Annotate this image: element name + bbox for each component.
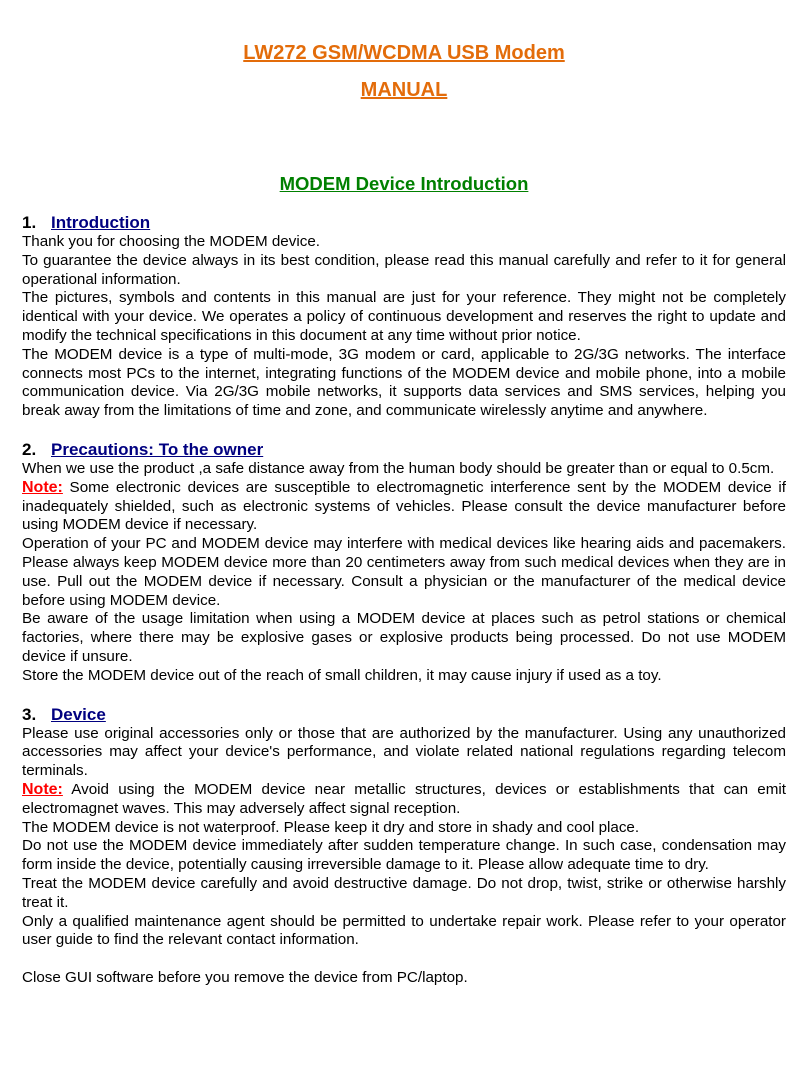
footer-note: Close GUI software before you remove the device from PC/laptop.	[22, 969, 468, 987]
section-number: 2.	[22, 439, 37, 459]
paragraph: To guarantee the device always in its best condition, please read this manual carefully and refer to it for general operational information.	[22, 251, 786, 288]
section-title: Device	[51, 704, 106, 724]
device-introduction-heading: MODEM Device Introduction	[279, 173, 529, 194]
note-paragraph	[22, 781, 786, 819]
paragraph: Only a qualified maintenance agent should be permitted to undertake repair work. Please refer to your operator user guide to find the relevant contact information.	[22, 912, 786, 949]
section-title: Precautions: To the owner	[51, 439, 264, 459]
note-text: Avoid using the MODEM device near metallic structures, devices or establishments that can emit electromagnet waves. This may adversely affect signal reception.	[22, 780, 786, 817]
document-title: LW272 GSM/WCDMA USB Modem	[243, 42, 565, 64]
note-paragraph	[22, 479, 786, 535]
paragraph: Do not use the MODEM device immediately after sudden temperature change. In such case, condensation may form inside the device, potentially causing irreversible damage to it. Please allow adequate time to dry.	[22, 837, 786, 874]
manual-heading: MANUAL	[360, 79, 448, 101]
paragraph: Store the MODEM device out of the reach of small children, it may cause injury if used as a toy.	[22, 666, 662, 684]
note-text: Some electronic devices are susceptible to electromagnetic interference sent by the MODEM device if inadequately shielded, such as electronic systems of vehicles. Please consult the device manufacturer before using MODEM device if necessary.	[22, 478, 786, 534]
paragraph: Be aware of the usage limitation when using a MODEM device at places such as petrol stations or chemical factories, where there may be explosive gases or explosive products being processed. Do not use MODEM device if unsure.	[22, 610, 786, 665]
paragraph: Treat the MODEM device carefully and avoid destructive damage. Do not drop, twist, strike or otherwise harshly treat it.	[22, 874, 786, 911]
section-heading-precautions	[22, 440, 786, 460]
section-heading-introduction	[22, 213, 786, 233]
paragraph: The MODEM device is not waterproof. Please keep it dry and store in shady and cool place.	[22, 818, 640, 836]
paragraph: When we use the product ,a safe distance away from the human body should be greater than or equal to 0.5cm.	[22, 459, 775, 477]
section-heading-device	[22, 705, 786, 725]
note-label: Note:	[22, 478, 63, 496]
note-label: Note:	[22, 780, 63, 798]
section-number: 3.	[22, 704, 37, 724]
paragraph: The MODEM device is a type of multi-mode, 3G modem or card, applicable to 2G/3G networks. The interface connects most PCs to the internet, integrating functions of the MODEM device and mobile phone, into a mobile communication device. Via 2G/3G mobile networks, it supports data services and SMS services, helping you break away from the limitations of time and zone, and communicate wirelessly anytime and anywhere.	[22, 345, 786, 420]
paragraph: Please use original accessories only or those that are authorized by the manufacturer. Using any unauthorized accessories may affect your device's performance, and violate related national regulations regarding telecom terminals.	[22, 724, 786, 780]
paragraph: Operation of your PC and MODEM device may interfere with medical devices like hearing aids and pacemakers. Please always keep MODEM device more than 20 centimeters away from such medical devices when they are in use. Pull out the MODEM device if necessary. Consult a physician or the manufacturer of the medical device before using MODEM device.	[22, 535, 786, 609]
paragraph: Thank you for choosing the MODEM device.	[22, 233, 320, 250]
section-title: Introduction	[51, 213, 151, 232]
section-number: 1.	[22, 213, 37, 232]
paragraph: The pictures, symbols and contents in this manual are just for your reference. They might not be completely identical with your device. We operates a policy of continuous development and reserves the right to update and modify the technical specifications in this document at any time without prior notice.	[22, 289, 786, 344]
document-body	[22, 213, 786, 988]
